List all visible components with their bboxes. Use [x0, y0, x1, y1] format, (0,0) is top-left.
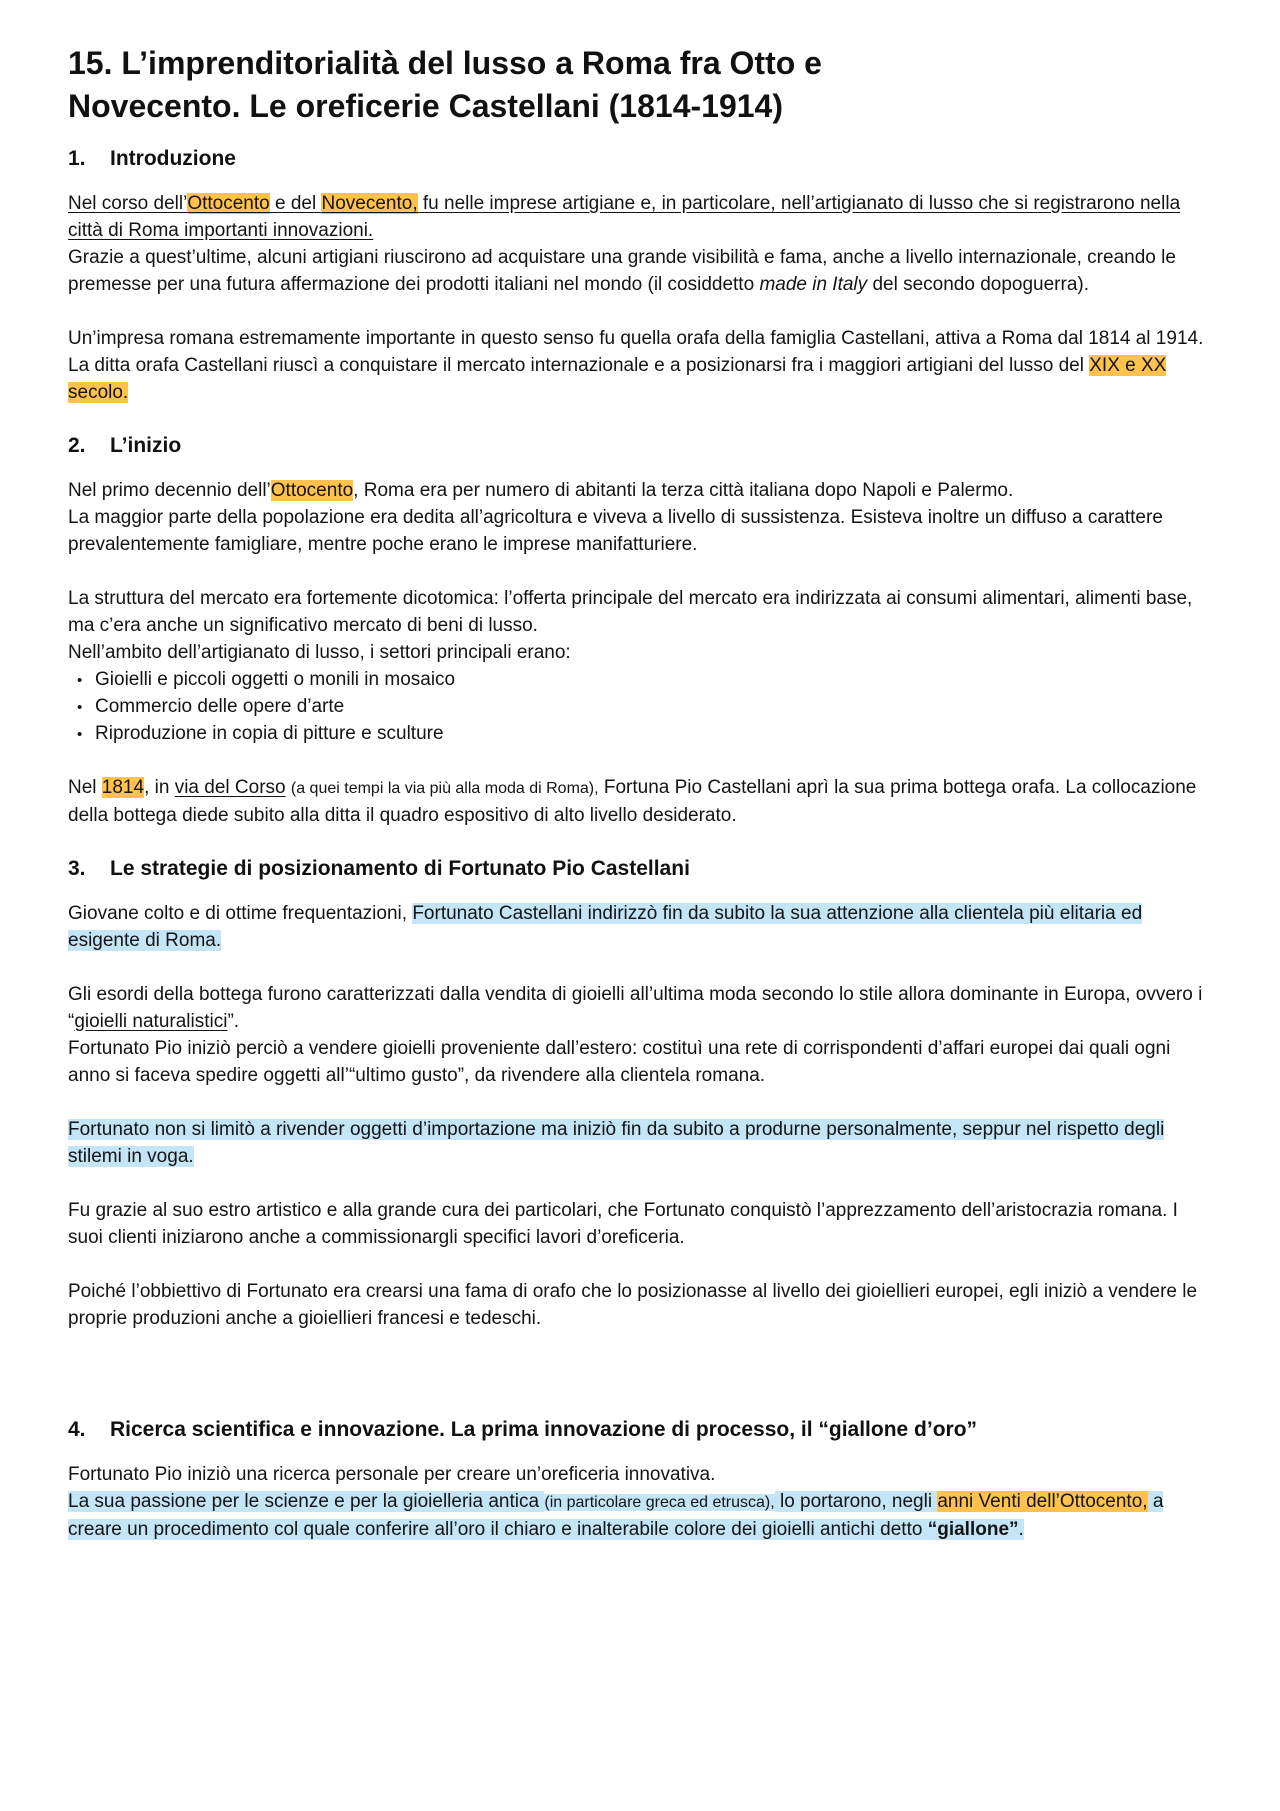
text-run: La maggior parte della popolazione era dedita all’agricoltura e viveva a livello di sussistenza. Esisteva inoltre un diffuso a carattere prevalentemente famigliare, mentre poche erano le imprese manifatturiere. — [68, 507, 1163, 555]
text-run: ”. — [227, 1011, 240, 1032]
paragraph — [68, 190, 1212, 298]
title-line-2: Novecento. Le oreficerie Castellani (1814-1914) — [68, 88, 783, 124]
text-run: , in — [144, 777, 175, 798]
paragraph — [68, 585, 1212, 666]
section-heading — [68, 1417, 1212, 1443]
bullet-item: • Commercio delle opere d’arte — [68, 693, 1212, 720]
text-run: Ottocento — [187, 193, 270, 214]
text-run: (a quei tempi la via più alla moda di Roma), — [290, 780, 599, 797]
section-number: 3. — [68, 857, 86, 880]
text-run: Fortunato Castellani indirizzò fin da subito la sua attenzione alla clientela più elitaria ed esigente di Roma. — [68, 903, 1143, 951]
section-number: 1. — [68, 147, 86, 170]
spacer — [68, 1359, 1212, 1399]
bullet-list — [68, 666, 1212, 747]
text-run: lo portarono, negli — [774, 1491, 938, 1512]
text-run: La struttura del mercato era fortemente dicotomica: l’offerta principale del mercato era indirizzata ai consumi alimentari, alimenti base, ma c’era anche un significativo mercato di beni di lusso. — [68, 588, 1193, 636]
text-run: “giallone” — [927, 1519, 1019, 1540]
text-run: La sua passione per le scienze e per la gioielleria antica — [68, 1491, 545, 1512]
paragraph — [68, 774, 1212, 829]
text-run: made in Italy — [759, 274, 868, 295]
text-run: Giovane colto e di ottime frequentazioni, — [68, 903, 413, 924]
page-title — [68, 42, 1212, 128]
text-run: anni Venti dell’Ottocento, — [937, 1491, 1148, 1512]
text-run: Poiché l’obbiettivo di Fortunato era crearsi una fama di orafo che lo posizionasse al livello dei gioiellieri europei, egli iniziò a vendere le proprie produzioni anche a gioiellieri francesi e tedeschi. — [68, 1281, 1198, 1329]
paragraph — [68, 1278, 1212, 1332]
text-run: Grazie a quest’ultime, alcuni artigiani riuscirono ad acquistare una grande visibilità e fama, anche a livello internazionale, creando le premesse per una futura affermazione dei prodotti italiani nel mondo (il cosiddetto — [68, 247, 1176, 295]
paragraph — [68, 477, 1212, 558]
section-title: Ricerca scientifica e innovazione. La prima innovazione di processo, il “giallone d’oro” — [110, 1418, 978, 1441]
text-run: via del Corso — [174, 777, 286, 798]
paragraph — [68, 981, 1212, 1089]
section-number: 4. — [68, 1418, 86, 1441]
section-title: Le strategie di posizionamento di Fortunato Pio Castellani — [110, 857, 690, 880]
paragraph — [68, 900, 1212, 954]
text-run: Fu grazie al suo estro artistico e alla grande cura dei particolari, che Fortunato conquistò l’apprezzamento dell’aristocrazia romana. I suoi clienti iniziarono anche a commissionargli specifici lavori d’oreficeria. — [68, 1200, 1178, 1248]
title-line-1: 15. L’imprenditorialità del lusso a Roma fra Otto e — [68, 45, 822, 81]
section-heading — [68, 433, 1212, 459]
text-run: Fortunato Pio iniziò una ricerca personale per creare un’oreficeria innovativa. — [68, 1464, 716, 1485]
text-run: Gli esordi della bottega furono caratterizzati dalla vendita di gioielli all’ultima moda secondo lo stile allora dominante in Europa, ovvero i “ — [68, 984, 1203, 1032]
paragraph — [68, 1116, 1212, 1170]
text-run: La ditta orafa Castellani riuscì a conquistare il mercato internazionale e a posizionarsi fra i maggiori artigiani del lusso del — [68, 355, 1090, 376]
text-run: del secondo dopoguerra). — [867, 274, 1089, 295]
paragraph — [68, 1461, 1212, 1543]
text-run: 1814 — [101, 777, 145, 798]
text-run: gioielli naturalistici — [74, 1011, 228, 1032]
text-run: e del — [269, 193, 322, 214]
text-run: Fortuna Pio Castellani aprì la sua prima bottega orafa. La collocazione della bottega diede subito alla ditta il quadro espositivo di alto livello desiderato. — [68, 777, 1197, 826]
section-number: 2. — [68, 434, 86, 457]
text-run: fu nelle imprese artigiane e, in particolare, nell’artigianato di lusso che si registrarono nella città di Roma importanti innovazioni. — [68, 193, 1181, 241]
paragraph — [68, 325, 1212, 406]
bullet-item: • Gioielli e piccoli oggetti o monili in mosaico — [68, 666, 1212, 693]
bullet-item: • Riproduzione in copia di pitture e sculture — [68, 720, 1212, 747]
section-title: Introduzione — [110, 147, 236, 170]
text-run: Fortunato Pio iniziò perciò a vendere gioielli proveniente dall’estero: costituì una rete di corrispondenti d’affari europei dai quali ogni anno si faceva spedire oggetti all’“ultimo gusto”, da rivendere alla clientela romana. — [68, 1038, 1171, 1086]
text-run: Nel corso dell’ — [68, 193, 188, 214]
text-run: . — [1018, 1519, 1024, 1540]
section-heading — [68, 856, 1212, 882]
text-run: Ottocento — [270, 480, 354, 501]
text-run: Nell’ambito dell’artigianato di lusso, i settori principali erano: — [68, 642, 571, 663]
text-run: Un’impresa romana estremamente importante in questo senso fu quella orafa della famiglia Castellani, attiva a Roma dal 1814 al 1914. — [68, 328, 1204, 349]
text-run: Nel primo decennio dell’ — [68, 480, 271, 501]
text-run: , Roma era per numero di abitanti la terza città italiana dopo Napoli e Palermo. — [353, 480, 1014, 501]
text-run: (in particolare greca ed etrusca), — [544, 1494, 775, 1511]
text-run: Novecento, — [321, 193, 418, 214]
text-run: Nel — [68, 777, 102, 798]
text-run: XIX e XX secolo. — [68, 355, 1167, 403]
document-body — [68, 146, 1212, 1543]
text-run: Fortunato non si limitò a rivender oggetti d’importazione ma iniziò fin da subito a produrne personalmente, seppur nel rispetto degli stilemi in voga. — [68, 1119, 1165, 1167]
section-title: L’inizio — [110, 434, 182, 457]
section-heading — [68, 146, 1212, 172]
paragraph — [68, 1197, 1212, 1251]
text-run: a creare un procedimento col quale conferire all’oro il chiaro e inalterabile colore dei gioielli antichi detto — [68, 1491, 1164, 1540]
